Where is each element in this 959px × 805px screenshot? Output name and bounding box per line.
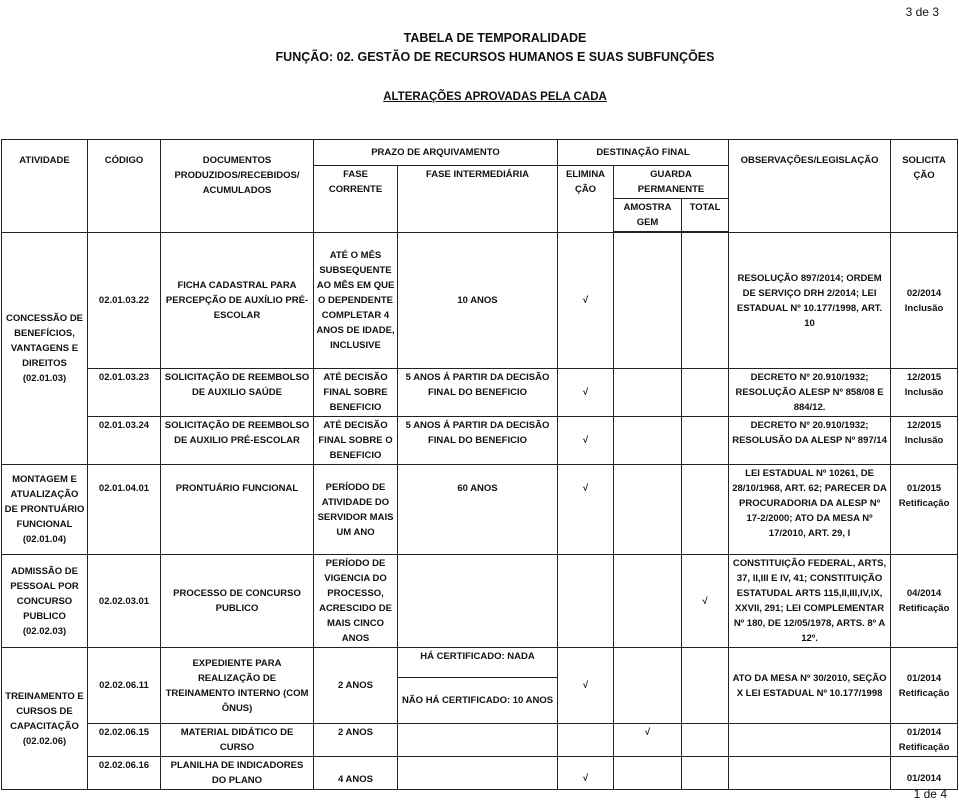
- code-cell: 02.01.03.22: [88, 233, 161, 369]
- fase-corrente-cell: 2 ANOS: [314, 648, 398, 724]
- amostragem-cell: [614, 369, 682, 417]
- code-cell: 02.01.03.24: [88, 417, 161, 465]
- amostragem-cell: [614, 757, 682, 790]
- code-cell: 02.01.04.01: [88, 465, 161, 555]
- observation-cell: DECRETO Nº 20.910/1932; RESOLUÇÃO ALESP Nº 858/08 E 884/12.: [729, 369, 891, 417]
- request-type: Retificação: [898, 498, 950, 509]
- document-cell: PLANILHA DE INDICADORES DO PLANO: [161, 757, 314, 790]
- amostragem-check: √: [614, 724, 682, 757]
- fase-corrente-cell: PERÍODO DE VIGENCIA DO PROCESSO, ACRESCIDO DE MAIS CINCO ANOS: [314, 555, 398, 648]
- request-date: 12/2015: [906, 420, 942, 431]
- request-cell: [891, 417, 958, 465]
- request-date: 04/2014: [906, 588, 942, 599]
- eliminacao-check: √: [558, 233, 614, 369]
- amostragem-cell: [614, 233, 682, 369]
- header-documentos: DOCUMENTOS PRODUZIDOS/RECEBIDOS/ ACUMULADOS: [161, 140, 314, 233]
- fase-corrente-cell: ATÉ DECISÃO FINAL SOBRE BENEFICIO: [314, 369, 398, 417]
- total-cell: [682, 648, 729, 724]
- header-solicitacao: SOLICITA ÇÃO: [891, 140, 958, 233]
- amostragem-cell: [614, 555, 682, 648]
- function-title: FUNÇÃO: 02. GESTÃO DE RECURSOS HUMANOS E SUAS SUBFUNÇÕES: [275, 50, 715, 64]
- header-total: TOTAL: [682, 199, 729, 232]
- fase-intermediaria-cell: 5 ANOS Á PARTIR DA DECISÃO FINAL DO BENEFICIO: [398, 369, 558, 417]
- request-date: 12/2015: [906, 372, 942, 383]
- request-cell: [891, 724, 958, 757]
- page-counter-top: 3 de 3: [905, 5, 939, 19]
- fase-corrente-cell: 4 ANOS: [314, 757, 398, 790]
- section-subtitle: ALTERAÇÕES APROVADAS PELA CADA: [383, 91, 607, 103]
- request-date: 01/2014: [906, 773, 942, 784]
- observation-cell: [729, 757, 891, 790]
- header-fase-intermediaria: FASE INTERMEDIÁRIA: [398, 166, 558, 233]
- request-cell: [891, 648, 958, 724]
- fase-intermediaria-cell: [398, 555, 558, 648]
- request-type: Inclusão: [904, 435, 944, 446]
- fase-corrente-cell: 2 ANOS: [314, 724, 398, 757]
- amostragem-cell: [614, 465, 682, 555]
- total-cell: [682, 465, 729, 555]
- observation-cell: RESOLUÇÃO 897/2014; ORDEM DE SERVIÇO DRH 2/2014; LEI ESTADUAL Nº 10.177/1998, ART. 10: [729, 233, 891, 369]
- header-fase-corrente: FASE CORRENTE: [314, 166, 398, 233]
- code-cell: 02.01.03.23: [88, 369, 161, 417]
- request-cell: [891, 555, 958, 648]
- header-guarda-permanente: GUARDA PERMANENTE: [614, 166, 729, 199]
- eliminacao-check: √: [558, 417, 614, 465]
- header-atividade: ATIVIDADE: [2, 140, 88, 233]
- activity-cell: ADMISSÃO DE PESSOAL POR CONCURSO PUBLICO (02.02.03): [2, 555, 88, 648]
- observation-cell: CONSTITUIÇÃO FEDERAL, ARTS, 37, II,III E IV, 41; CONSTITUIÇÃO ESTATUDAL ARTS 115,II,III,IV,IX, XXVII, 291; LEI COMPLEMENTAR Nº 180, DE 12/05/1978, ARTS. 8º A 12º.: [729, 555, 891, 648]
- document-cell: EXPEDIENTE PARA REALIZAÇÃO DE TREINAMENTO INTERNO (COM ÔNUS): [161, 648, 314, 724]
- eliminacao-check: √: [558, 465, 614, 555]
- request-type: Retificação: [898, 603, 950, 614]
- request-type: Inclusão: [904, 387, 944, 398]
- request-date: 01/2015: [906, 483, 942, 494]
- total-cell: [682, 724, 729, 757]
- fase-corrente-cell: PERÍODO DE ATIVIDADE DO SERVIDOR MAIS UM ANO: [314, 465, 398, 555]
- fase-intermediaria-cell: 10 ANOS: [398, 233, 558, 369]
- eliminacao-check: √: [558, 369, 614, 417]
- code-cell: 02.02.03.01: [88, 555, 161, 648]
- fase-corrente-cell: ATÉ DECISÃO FINAL SOBRE O BENEFICIO: [314, 417, 398, 465]
- document-title: TABELA DE TEMPORALIDADE: [403, 31, 587, 45]
- eliminacao-cell: [558, 555, 614, 648]
- request-type: Inclusão: [904, 302, 944, 314]
- observation-cell: LEI ESTADUAL Nº 10261, DE 28/10/1968, ART. 62; PARECER DA PROCURADORIA DA ALESP Nº 17-2/2000; ATO DA MESA Nº 17/2010, ART. 29, I: [729, 465, 891, 555]
- header-prazo: PRAZO DE ARQUIVAMENTO: [314, 140, 558, 166]
- total-cell: [682, 757, 729, 790]
- request-cell: [891, 465, 958, 555]
- amostragem-cell: [614, 648, 682, 724]
- request-type: Retificação: [898, 687, 950, 699]
- code-cell: 02.02.06.16: [88, 757, 161, 790]
- total-cell: [682, 369, 729, 417]
- fase-intermediaria-cell: 5 ANOS Á PARTIR DA DECISÃO FINAL DO BENEFICIO: [398, 417, 558, 465]
- header-amostragem: AMOSTRA GEM: [614, 199, 682, 232]
- fase-corrente-cell: ATÉ O MÊS SUBSEQUENTE AO MÊS EM QUE O DEPENDENTE COMPLETAR 4 ANOS DE IDADE, INCLUSIVE: [314, 233, 398, 369]
- document-cell: SOLICITAÇÃO DE REEMBOLSO DE AUXILIO SAÚDE: [161, 369, 314, 417]
- code-cell: 02.02.06.11: [88, 648, 161, 724]
- page-counter-bottom: 1 de 4: [913, 787, 947, 801]
- activity-cell: MONTAGEM E ATUALIZAÇÃO DE PRONTUÁRIO FUNCIONAL (02.01.04): [2, 465, 88, 555]
- activity-cell: CONCESSÃO DE BENEFÍCIOS, VANTAGENS E DIREITOS (02.01.03): [2, 233, 88, 465]
- code-cell: 02.02.06.15: [88, 724, 161, 757]
- fase-intermediaria-cell: [398, 757, 558, 790]
- activity-cell: TREINAMENTO E CURSOS DE CAPACITAÇÃO (02.02.06): [2, 648, 88, 790]
- eliminacao-check: √: [558, 648, 614, 724]
- request-cell: [891, 369, 958, 417]
- temporality-table: [1, 139, 958, 790]
- total-check: √: [682, 555, 729, 648]
- document-cell: FICHA CADASTRAL PARA PERCEPÇÃO DE AUXÍLIO PRÉ-ESCOLAR: [161, 233, 314, 369]
- observation-cell: ATO DA MESA Nº 30/2010, SEÇÃO X LEI ESTADUAL Nº 10.177/1998: [729, 648, 891, 724]
- header-eliminacao: ELIMINA ÇÃO: [558, 166, 614, 233]
- document-cell: MATERIAL DIDÁTICO DE CURSO: [161, 724, 314, 757]
- eliminacao-check: √: [558, 757, 614, 790]
- observation-cell: [729, 724, 891, 757]
- request-type: Retificação: [898, 742, 950, 753]
- total-cell: [682, 233, 729, 369]
- header-destinacao: DESTINAÇÃO FINAL: [558, 140, 729, 166]
- header-codigo: CÓDIGO: [88, 140, 161, 233]
- request-date: 01/2014: [906, 672, 942, 684]
- request-cell: [891, 757, 958, 790]
- eliminacao-cell: [558, 724, 614, 757]
- header-observacoes: OBSERVAÇÕES/LEGISLAÇÃO: [729, 140, 891, 233]
- request-date: 02/2014: [906, 287, 942, 299]
- fase-intermediaria-cell: 60 ANOS: [398, 465, 558, 555]
- document-cell: PROCESSO DE CONCURSO PUBLICO: [161, 555, 314, 648]
- observation-cell: DECRETO Nº 20.910/1932; RESOLUSÃO DA ALESP Nº 897/14: [729, 417, 891, 465]
- fase-intermediaria-cell: HÁ CERTIFICADO: NADA: [398, 648, 558, 678]
- total-cell: [682, 417, 729, 465]
- document-cell: PRONTUÁRIO FUNCIONAL: [161, 465, 314, 555]
- amostragem-cell: [614, 417, 682, 465]
- request-cell: [891, 233, 958, 369]
- fase-intermediaria-cell-alt: NÃO HÁ CERTIFICADO: 10 ANOS: [398, 678, 558, 724]
- fase-intermediaria-cell: [398, 724, 558, 757]
- request-date: 01/2014: [906, 727, 942, 738]
- document-cell: SOLICITAÇÃO DE REEMBOLSO DE AUXILIO PRÉ-ESCOLAR: [161, 417, 314, 465]
